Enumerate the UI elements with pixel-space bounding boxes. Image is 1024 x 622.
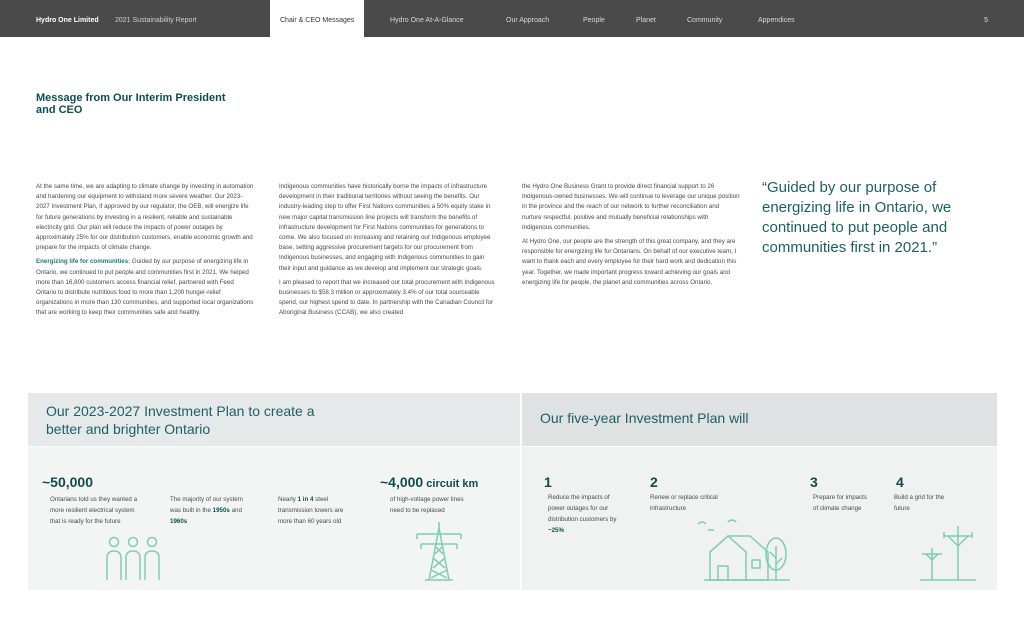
- goal-text-part: Reduce the impacts of power outages for our distribution customers by: [548, 494, 617, 523]
- tab-our-approach[interactable]: Our Approach: [506, 17, 550, 24]
- paragraph: Indigenous communities have historically borne the impacts of infrastructure development in their traditional territories without seeing the benefits. Our industry-leading step to offer First Nations communities a 50% equity stake in new major capital transmission line projects will transform the benefits of infrastructure development for First Nations communities for generations to come. We also focused on increasing and retaining our Indigenous employee base, setting aggressive procurement targets for our procurement from Indigenous businesses, and engaging with Indigenous communities to gain their input and guidance as we develop and implement our strategic goals.: [279, 183, 491, 272]
- tab-chair-ceo-messages[interactable]: Chair & CEO Messages: [270, 0, 364, 37]
- goal-number-2: 2: [650, 474, 658, 490]
- stat-text-part: steel transmission towers are more than 60 years old: [278, 496, 344, 525]
- stat-towers: [278, 494, 358, 527]
- stat-bold: 1960s: [170, 518, 188, 525]
- goal-number-1: 1: [544, 474, 552, 490]
- transmission-tower-icon: [411, 520, 467, 582]
- text-column-1: [36, 182, 254, 323]
- stat-system-age: [170, 494, 250, 527]
- text-column-2: [279, 182, 497, 323]
- brand-name[interactable]: Hydro One Limited: [36, 17, 99, 24]
- paragraph-body: Guided by our purpose of energizing life in Ontario, we continued to put people and communities first in 2021. We helped more than 16,800 customers access financial relief, partnered with Feed Ontario to distribute nutritious food to more than 1,200 hunger-relief organizations in more than 130 communities, and supported local organizations that are working to keep their communities safe and healthy.: [36, 258, 254, 317]
- goal-text-1: [548, 492, 628, 536]
- goal-number-4: 4: [896, 474, 904, 490]
- paragraph: At the same time, we are adapting to climate change by investing in automation and hardening our equipment to withstand more severe weather. Our 2023-2027 Investment Plan, if approved by our regulator, the OEB, will energize life for future generations by investing in a resilient, reliable and sustainable electricity grid. Our plan will reduce the impacts of power outages by approximately 25% for our distribution customers, enable economic growth and prepare for the impacts of climate change.: [36, 183, 254, 252]
- top-nav: [0, 0, 1024, 37]
- report-title: 2021 Sustainability Report: [115, 17, 197, 24]
- paragraph: At Hydro One, our people are the strength of this great company, and they are responsible for energizing life for Ontarians. On behalf of our executive team, I want to thank each and every employee for their hard work and dedication this year. Together, we made important progress toward achieving our goals and energizing life for people, the planet and communities across Ontario.: [522, 238, 737, 286]
- tab-appendices[interactable]: Appendices: [758, 17, 795, 24]
- stat-bold: 1 in 4: [297, 496, 314, 503]
- goal-bold: ~25%: [548, 527, 564, 534]
- goal-text-4: Build a grid for the future: [894, 494, 945, 512]
- tab-at-a-glance[interactable]: Hydro One At-A-Glance: [390, 17, 464, 24]
- text-column-3: [522, 182, 740, 292]
- power-pole-icon: [918, 524, 978, 582]
- stat-unit: circuit km: [423, 478, 479, 490]
- stat-bold: 1950s: [212, 507, 230, 514]
- stat-value: ~4,000: [380, 474, 424, 490]
- people-icon: [104, 536, 162, 582]
- goal-number-3: 3: [810, 474, 818, 490]
- pull-quote: “Guided by our purpose of energizing life in Ontario, we continued to put people and communities first in 2021.”: [762, 179, 952, 256]
- goal-text-3: Prepare for impacts of climate change: [813, 494, 867, 512]
- stat-respondents: ~50,000: [42, 474, 93, 490]
- stat-respondents-text: Ontarians told us they wanted a more resilient electrical system that is ready for the future: [50, 496, 138, 525]
- stat-circuit-text: of high-voltage power lines need to be replaced: [390, 496, 464, 514]
- page-title: Message from Our Interim President and CEO: [36, 92, 226, 116]
- stat-text-part: Nearly: [278, 496, 298, 503]
- goals-title: Our five-year Investment Plan will: [540, 410, 749, 426]
- page-number: 5: [984, 17, 988, 24]
- paragraph: [36, 257, 254, 318]
- paragraph: I am pleased to report that we increased our total procurement with Indigenous businesses to $58.3 million or approximately 3.4% of our total sourceable spend, our highest spend to date. In partnership with the Canadian Council for Aboriginal Business (CCAB), we also created: [279, 278, 495, 317]
- tab-people[interactable]: People: [583, 17, 605, 24]
- goal-text-2: Renew or replace critical infrastructure: [650, 494, 718, 512]
- paragraph: the Hydro One Business Grant to provide direct financial support to 26 Indigenous-owned businesses. We will continue to leverage our unique position in the province and the reach of our network to further reconciliation and nurture respectful, positive and mutually beneficial relationships with Indigenous communities.: [522, 183, 740, 231]
- tab-community[interactable]: Community: [687, 17, 723, 24]
- plan-title: Our 2023-2027 Investment Plan to create a better and brighter Ontario: [46, 403, 315, 437]
- tab-planet[interactable]: Planet: [636, 17, 656, 24]
- lead-in: Energizing life for communities:: [36, 258, 131, 266]
- house-tree-icon: [694, 516, 794, 582]
- stat-text-part: and: [229, 507, 242, 514]
- stat-circuit-km: [380, 474, 478, 490]
- stat-text-part: The majority of our system was built in the: [170, 496, 243, 514]
